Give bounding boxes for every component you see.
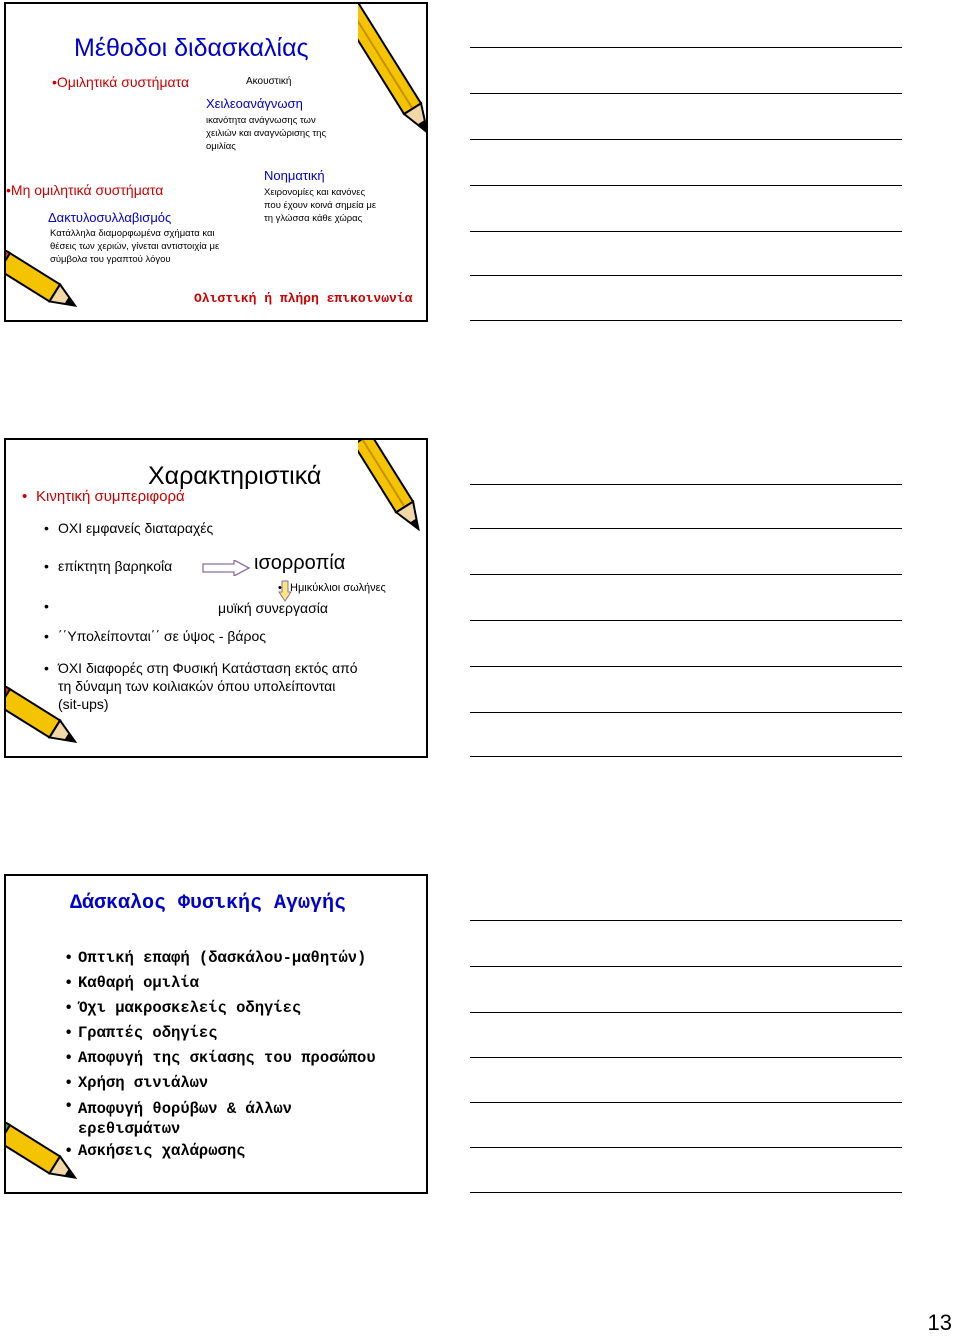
list-item: • Καθαρή ομιλία (78, 971, 376, 996)
fitness-line-2: τη δύναμη των κοιλιακών όπου υπολείπονται (58, 678, 336, 694)
bullet-dot: • (44, 598, 49, 614)
no-disorders: • ΟΧΙ εμφανείς διαταραχές (58, 520, 213, 536)
nonoral-systems: •Μη ομιλητικά συστήματα (6, 182, 164, 198)
list-item: • Ασκήσεις χαλάρωσης (78, 1139, 376, 1164)
height-weight-lag: • ΄΄Υπολείπονται΄΄ σε ύψος - βάρος (58, 628, 266, 644)
motor-behaviour: • Κινητική συμπεριφορά (36, 488, 185, 505)
pencil-icon (6, 686, 78, 756)
acquired-deafness: • επίκτητη βαρηκοΐα (58, 558, 172, 574)
list-item: • Οπτική επαφή (δασκάλου-μαθητών) (78, 946, 376, 971)
list-item: • Γραπτές οδηγίες (78, 1021, 376, 1046)
pencil-icon (6, 250, 78, 320)
list-item: • Αποφυγή της σκίασης του προσώπου (78, 1046, 376, 1071)
balance-label: ισορροπία (254, 552, 346, 574)
list-item: • Αποφυγή θορύβων & άλλων ερεθισμάτων (78, 1096, 376, 1139)
fingerspelling-label: Δακτυλοσυλλαβισμός (48, 210, 172, 225)
slide-title: Χαρακτηριστικά (148, 462, 322, 490)
list-item: • Όχι μακροσκελείς οδηγίες (78, 996, 376, 1021)
pencil-icon (6, 1122, 78, 1192)
muscle-coordination: μυϊκή συνεργασία (218, 600, 328, 616)
arrow-down-icon (278, 580, 292, 602)
slide-title: Δάσκαλος Φυσικής Αγωγής (70, 892, 347, 915)
fitness-line-3: (sit-ups) (58, 696, 109, 712)
lipreading-description: ικανότητα ανάγνωσης των χειλιών και αναγνώρισης της ομιλίας (206, 115, 327, 152)
slide-pe-teacher (4, 874, 428, 1194)
semicircular-canals: • Ημικύκλιοι σωλήνες (278, 582, 386, 594)
teacher-guidelines-list (78, 946, 376, 1164)
pencil-icon (358, 4, 428, 154)
arrow-right-icon (202, 560, 250, 576)
oral-systems: •Ομιλητικά συστήματα (52, 74, 190, 90)
fingerspelling-description: Κατάλληλα διαμορφωμένα σχήματα και θέσεις των χεριών, γίνεται αντιστοιχία με σύμβολα του γραπτού λόγου (50, 228, 220, 265)
acoustic-label: Ακουστική (246, 76, 292, 87)
notional-description: Χειρονομίες και κανόνες που έχουν κοινά σημεία με τη γλώσσα κάθε χώρας (264, 187, 377, 224)
total-communication: Ολιστική ή πλήρη επικοινωνία (194, 291, 413, 306)
fitness-line-1: • ΌΧΙ διαφορές στη Φυσική Κατάσταση εκτός από (58, 660, 358, 676)
notional-label: Νοηματική (264, 168, 325, 183)
slide-title: Μέθοδοι διδασκαλίας (74, 34, 309, 62)
page-number: 13 (927, 1310, 952, 1335)
slide-methods (4, 2, 428, 322)
lipreading-label: Χειλεοανάγνωση (206, 96, 303, 111)
pencil-icon (358, 440, 428, 540)
list-item: • Χρήση σινιάλων (78, 1071, 376, 1096)
slide-characteristics (4, 438, 428, 758)
